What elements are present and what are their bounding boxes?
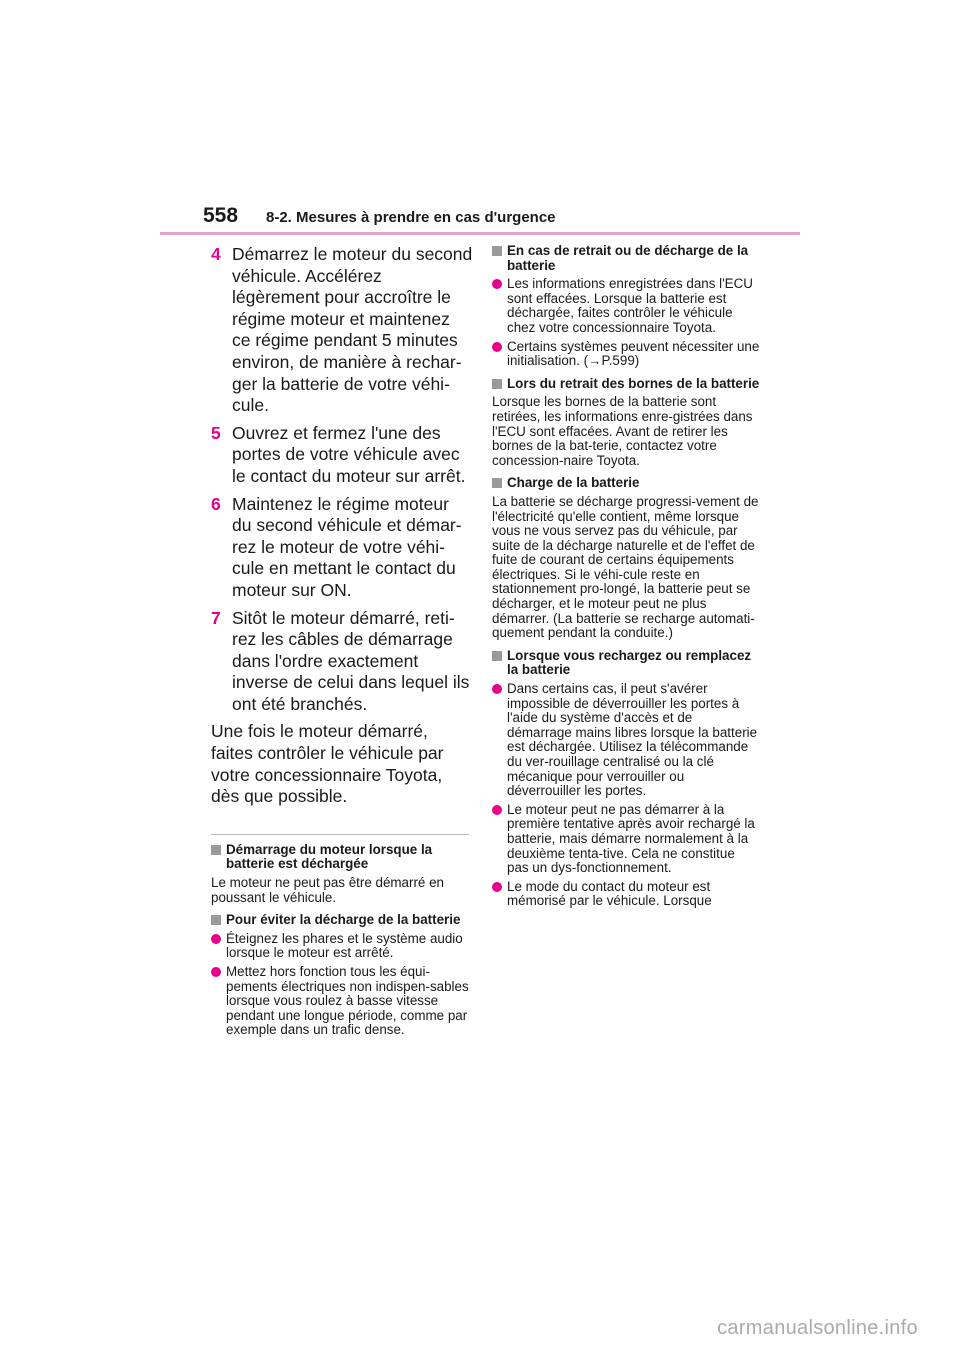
note-heading-text: Lors du retrait des bornes de la batterie [507, 375, 760, 391]
step-4 [211, 244, 473, 417]
bullet-text: Certains systèmes peuvent nécessiter une initialisation. (→P.599) [507, 338, 760, 369]
round-bullet-icon [492, 882, 502, 892]
section-title: 8-2. Mesures à prendre en cas d'urgence [266, 209, 556, 226]
note-heading-text: En cas de retrait ou de décharge de la batterie [507, 243, 749, 273]
bullet-text: Mettez hors fonction tous les équi-pements électriques non indispen-sables lorsque vous roulez à basse vitesse pendant une longue période, comme par exemple dans un trafic dense. [226, 964, 469, 1038]
round-bullet-icon [492, 279, 502, 289]
note-heading [492, 377, 760, 392]
bullet-text: Les informations enregistrées dans l'ECU sont effacées. Lorsque la batterie est déchargée, faites contrôler le véhicule chez votre concessionnaire Toyota. [507, 276, 753, 335]
square-bullet-icon [492, 379, 502, 389]
bullet-item [211, 932, 473, 961]
step-number: 4 [211, 244, 221, 264]
left-column [211, 244, 473, 1038]
step-text: Sitôt le moteur démarré, reti-rez les câbles de démarrage dans l'ordre exactement inverse de celui dans lequel ils ont été branchés. [232, 607, 470, 714]
page-header [203, 200, 803, 236]
watermark: carmanualsonline.info [717, 1317, 918, 1339]
step-text: Démarrez le moteur du second véhicule. Accélérez légèrement pour accroître le régime moteur et maintenez ce régime pendant 5 minutes environ, de manière à rechar-ger la batterie de votre véhi-cule. [232, 244, 473, 416]
note-heading-text: Démarrage du moteur lorsque la batterie est déchargée [226, 841, 433, 872]
note-heading [492, 476, 760, 491]
note-text: Le moteur ne peut pas être démarré en poussant le véhicule. [211, 875, 444, 905]
square-bullet-icon [492, 246, 502, 256]
bullet-text: Éteignez les phares et le système audio lorsque le moteur est arrêté. [226, 930, 463, 961]
bullet-text: Dans certains cas, il peut s'avérer impossible de déverrouiller les portes à l'aide du système d'accès et de démarrage mains libres lorsque la batterie est déchargée. Utilisez la télécommande du ver-rouillage centralisé ou la clé mécanique pour verrouiller ou déverrouiller les portes. [507, 681, 758, 799]
bullet-item [492, 682, 760, 799]
bullet-text: Le moteur peut ne pas démarrer à la première tentative après avoir rechargé la batterie, mais démarre normalement à la deuxième tenta-tive. Cela ne constitue pas un dys-fonctionnement. [507, 801, 755, 876]
note-heading-text: Charge de la batterie [507, 475, 640, 491]
step-text: Ouvrez et fermez l'une des portes de votre véhicule avec le contact du moteur sur arrêt. [232, 422, 466, 486]
note-heading [211, 913, 473, 928]
notes-divider [211, 834, 469, 835]
square-bullet-icon [211, 845, 221, 855]
round-bullet-icon [211, 934, 221, 944]
step-6 [211, 494, 473, 602]
step-5 [211, 423, 473, 488]
note-text: La batterie se décharge progressi-vement de l'électricité qu'elle contient, même lorsque vous ne vous servez pas du véhicule, par suite de la décharge naturelle et de l'effet de fuite de courant de certains équipements électriques. Si le véhi-cule reste en stationnement pro-longé, la batterie peut se décharger, et le moteur peut ne plus démarrer. (La batterie se recharge automati-quement pendant la conduite.) [492, 493, 759, 641]
note-heading [492, 649, 760, 678]
round-bullet-icon [492, 342, 502, 352]
note-heading [492, 244, 760, 273]
round-bullet-icon [492, 805, 502, 815]
header-rule [160, 232, 800, 235]
page-number: 558 [203, 204, 239, 227]
step-number: 6 [211, 493, 221, 514]
bullet-text: Le mode du contact du moteur est mémorisé par le véhicule. Lorsque [507, 878, 712, 909]
bullet-item [492, 880, 760, 909]
bullet-item [492, 277, 760, 335]
note-text: Lorsque les bornes de la batterie sont retirées, les informations enre-gistrées dans l'ECU sont effacées. Avant de retirer les bornes de la bat-terie, contactez votre concession-naire Toyota. [492, 394, 753, 468]
bullet-item [492, 803, 760, 876]
square-bullet-icon [492, 478, 502, 488]
bullet-item [492, 340, 760, 369]
note-heading [211, 843, 473, 872]
round-bullet-icon [211, 967, 221, 977]
square-bullet-icon [211, 915, 221, 925]
closing-paragraph: Une fois le moteur démarré, faites contrôler le véhicule par votre concessionnaire Toyota, dès que possible. [211, 721, 444, 807]
step-text: Maintenez le régime moteur du second véhicule et démar-rez le moteur de votre véhi-cule en mettant le contact du moteur sur ON. [232, 493, 462, 600]
step-7 [211, 608, 473, 716]
note-heading-text: Lorsque vous rechargez ou remplacez la batterie [507, 647, 752, 678]
bullet-item [211, 965, 473, 1038]
step-number: 5 [211, 422, 221, 443]
right-column [492, 244, 760, 909]
step-number: 7 [211, 607, 221, 628]
note-heading-text: Pour éviter la décharge de la batterie [226, 912, 461, 928]
square-bullet-icon [492, 651, 502, 661]
round-bullet-icon [492, 684, 502, 694]
